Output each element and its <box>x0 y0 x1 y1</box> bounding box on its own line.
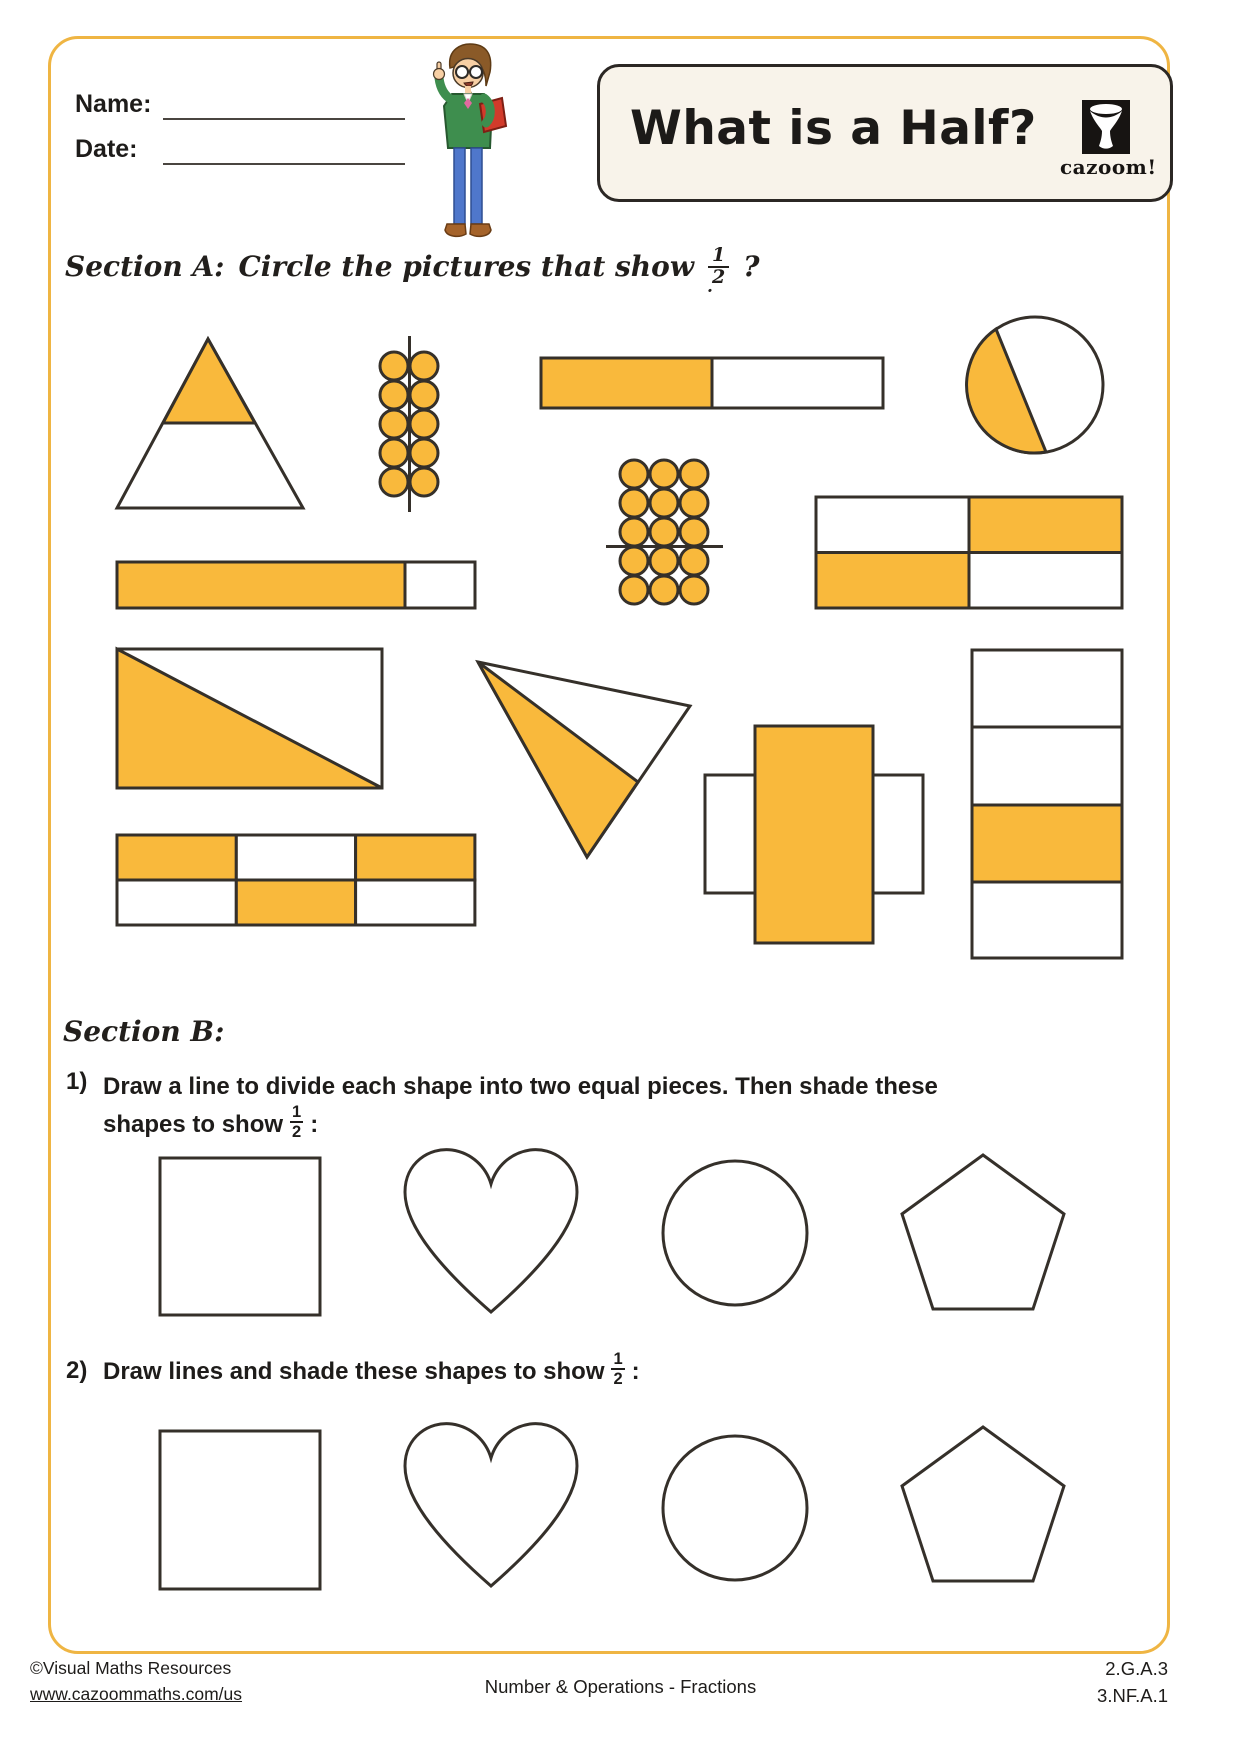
blank-heart-2 <box>405 1424 577 1586</box>
question-2 <box>66 1352 1136 1390</box>
figure-grid-2x2 <box>816 497 1122 608</box>
question-1-line1: Draw a line to divide each shape into two equal pieces. Then shade these <box>103 1073 938 1100</box>
figure-bar-half-shaded <box>541 358 883 408</box>
fraction-one-half: $\frac{1}{2}$ <box>613 1350 623 1389</box>
blank-circle-2 <box>663 1436 807 1580</box>
question-1 <box>66 1068 1136 1143</box>
question-2-line: Draw lines and shade these shapes to show $\frac{1}{2}$ : <box>103 1350 640 1389</box>
figure-grid-2x3 <box>117 835 475 925</box>
footer-standards <box>1097 1655 1168 1709</box>
logo-text: cazoom! <box>1060 155 1157 179</box>
footer-url-link[interactable]: www.cazoommaths.com/us <box>30 1684 243 1704</box>
figure-triangle-top-shaded <box>117 339 303 508</box>
section-a-prompt: Circle the pictures that show <box>238 250 694 284</box>
figure-circle-segment <box>967 317 1103 453</box>
footer-copyright: ©Visual Maths Resources <box>30 1658 232 1678</box>
standard-1: 2.G.A.3 <box>1105 1658 1168 1679</box>
section-a-label: Section A: <box>65 250 225 284</box>
section-b-heading: Section B: <box>63 1015 225 1048</box>
fraction-one-half: 1 2 . <box>708 246 729 288</box>
blank-square-1 <box>160 1158 320 1315</box>
blank-pentagon-1 <box>902 1155 1064 1309</box>
blank-pentagon-2 <box>902 1427 1064 1581</box>
figure-stack-of-4 <box>972 650 1122 958</box>
figure-long-bar <box>117 562 475 608</box>
question-1-number: 1) <box>66 1068 88 1095</box>
figure-cross-shape <box>705 726 923 943</box>
blank-circle-1 <box>663 1161 807 1305</box>
footer-topic: Number & Operations - Fractions <box>484 1676 757 1697</box>
question-1-line2: shapes to show $\frac{1}{2}$ : <box>103 1103 319 1142</box>
blank-heart-1 <box>405 1150 577 1312</box>
figure-counters-3x5 <box>606 460 723 604</box>
figure-sliver-triangle <box>478 662 690 857</box>
name-label: Name: <box>75 90 152 118</box>
fraction-one-half: $\frac{1}{2}$ <box>292 1103 302 1142</box>
standard-2: 3.NF.A.1 <box>1097 1685 1168 1706</box>
figure-rectangle-diagonal <box>117 649 382 788</box>
page-title: What is a Half? <box>630 101 1037 156</box>
question-2-number: 2) <box>66 1357 88 1385</box>
question-mark: ? <box>743 250 760 284</box>
blank-square-2 <box>160 1431 320 1589</box>
figure-counters-2x5 <box>380 336 438 512</box>
date-label: Date: <box>75 135 138 163</box>
